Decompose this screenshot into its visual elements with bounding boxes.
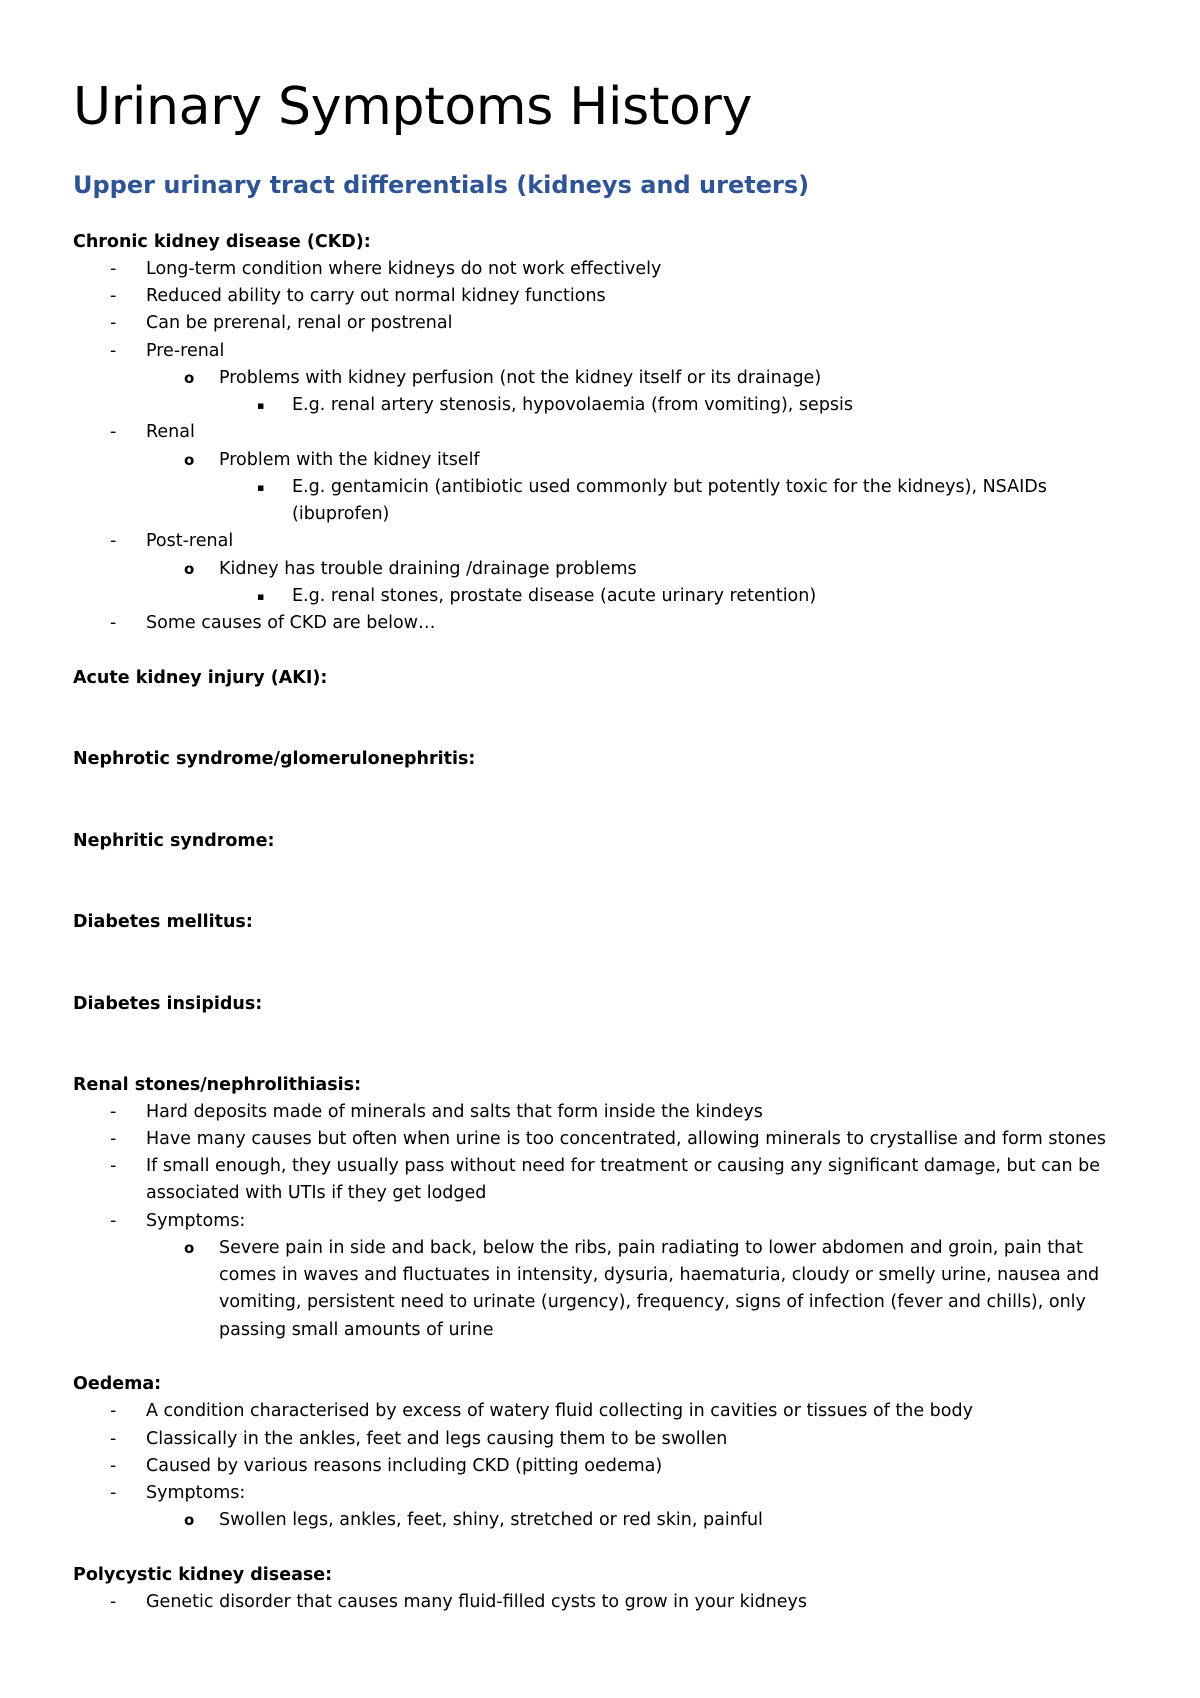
dash-bullet: - <box>110 1592 117 1612</box>
list-item-continuation: comes in waves and fluctuates in intensity, dysuria, haematuria, cloudy or smelly urine, nausea and <box>219 1265 1100 1285</box>
list-item: Swollen legs, ankles, feet, shiny, stretched or red skin, painful <box>219 1510 763 1530</box>
square-bullet: ▪ <box>257 399 265 412</box>
dash-bullet: - <box>110 531 117 551</box>
square-bullet: ▪ <box>257 481 265 494</box>
heading-diabetes-insipidus: Diabetes insipidus: <box>73 994 263 1014</box>
list-item: Symptoms: <box>146 1483 246 1503</box>
dash-bullet: - <box>110 1129 117 1149</box>
heading-aki: Acute kidney injury (AKI): <box>73 668 328 688</box>
dash-bullet: - <box>110 286 117 306</box>
list-item: E.g. renal stones, prostate disease (acute urinary retention) <box>292 586 817 606</box>
dash-bullet: - <box>110 313 117 333</box>
heading-renal-stones: Renal stones/nephrolithiasis: <box>73 1075 362 1095</box>
dash-bullet: - <box>110 1102 117 1122</box>
dash-bullet: - <box>110 1429 117 1449</box>
list-item: Post-renal <box>146 531 234 551</box>
list-item: Have many causes but often when urine is too concentrated, allowing minerals to crystallise and form stones <box>146 1129 1107 1149</box>
dash-bullet: - <box>110 1211 117 1231</box>
list-item-continuation: vomiting, persistent need to urinate (urgency), frequency, signs of infection (fever and chills), only <box>219 1292 1086 1312</box>
circle-bullet: o <box>184 451 195 469</box>
list-item: Renal <box>146 422 195 442</box>
list-item: Problem with the kidney itself <box>219 450 480 470</box>
circle-bullet: o <box>184 1239 195 1257</box>
list-item: Reduced ability to carry out normal kidney functions <box>146 286 606 306</box>
list-item: Genetic disorder that causes many fluid-filled cysts to grow in your kidneys <box>146 1592 808 1612</box>
circle-bullet: o <box>184 560 195 578</box>
circle-bullet: o <box>184 369 195 387</box>
list-item: Long-term condition where kidneys do not work effectively <box>146 259 662 279</box>
dash-bullet: - <box>110 1456 117 1476</box>
dash-bullet: - <box>110 259 117 279</box>
list-item: Caused by various reasons including CKD (pitting oedema) <box>146 1456 663 1476</box>
list-item: A condition characterised by excess of watery fluid collecting in cavities or tissues of the body <box>146 1401 973 1421</box>
list-item: Some causes of CKD are below… <box>146 613 436 633</box>
heading-oedema: Oedema: <box>73 1374 162 1394</box>
list-item: If small enough, they usually pass without need for treatment or causing any significant damage, but can be <box>146 1156 1101 1176</box>
list-item: Classically in the ankles, feet and legs causing them to be swollen <box>146 1429 728 1449</box>
list-item: Kidney has trouble draining /drainage problems <box>219 559 637 579</box>
dash-bullet: - <box>110 422 117 442</box>
dash-bullet: - <box>110 1483 117 1503</box>
list-item-continuation: associated with UTIs if they get lodged <box>146 1183 487 1203</box>
list-item: E.g. gentamicin (antibiotic used commonly but potently toxic for the kidneys), NSAIDs <box>292 477 1047 497</box>
dash-bullet: - <box>110 1401 117 1421</box>
list-item: Pre-renal <box>146 341 225 361</box>
list-item-continuation: (ibuprofen) <box>292 504 390 524</box>
list-item: Symptoms: <box>146 1211 246 1231</box>
list-item: Severe pain in side and back, below the ribs, pain radiating to lower abdomen and groin, pain that <box>219 1238 1083 1258</box>
list-item: Hard deposits made of minerals and salts that form inside the kindeys <box>146 1102 763 1122</box>
heading-ckd: Chronic kidney disease (CKD): <box>73 232 371 252</box>
list-item: E.g. renal artery stenosis, hypovolaemia (from vomiting), sepsis <box>292 395 854 415</box>
heading-diabetes-mellitus: Diabetes mellitus: <box>73 912 253 932</box>
list-item: Can be prerenal, renal or postrenal <box>146 313 453 333</box>
dash-bullet: - <box>110 613 117 633</box>
section-subtitle: Upper urinary tract differentials (kidneys and ureters) <box>73 171 810 199</box>
list-item-continuation: passing small amounts of urine <box>219 1320 494 1340</box>
heading-polycystic: Polycystic kidney disease: <box>73 1565 333 1585</box>
heading-nephrotic: Nephrotic syndrome/glomerulonephritis: <box>73 749 476 769</box>
square-bullet: ▪ <box>257 590 265 603</box>
circle-bullet: o <box>184 1511 195 1529</box>
list-item: Problems with kidney perfusion (not the kidney itself or its drainage) <box>219 368 822 388</box>
heading-nephritic: Nephritic syndrome: <box>73 831 275 851</box>
page-title: Urinary Symptoms History <box>73 77 753 137</box>
dash-bullet: - <box>110 341 117 361</box>
dash-bullet: - <box>110 1156 117 1176</box>
